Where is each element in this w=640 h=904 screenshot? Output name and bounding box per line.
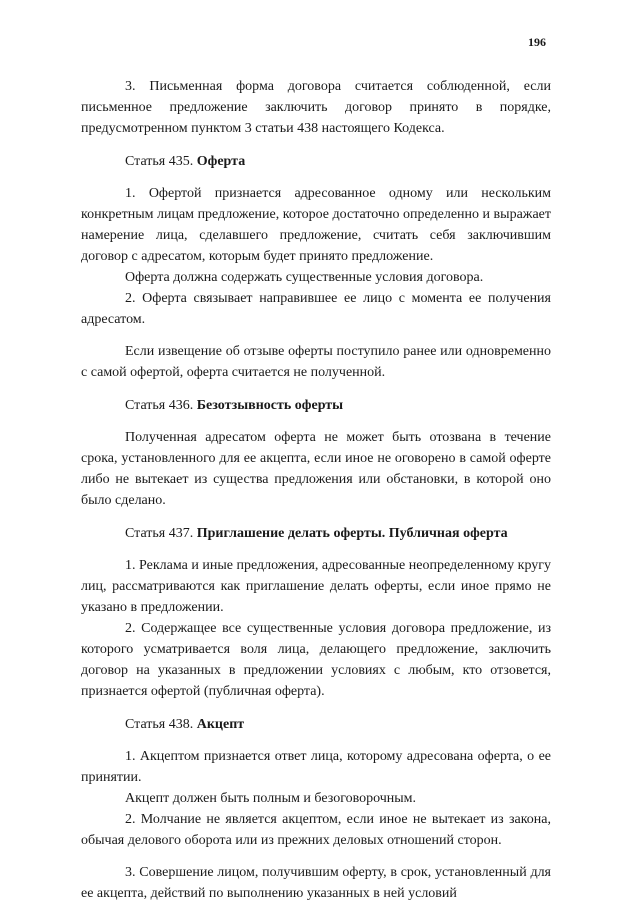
article-heading — [81, 523, 551, 544]
article-heading — [81, 714, 551, 735]
paragraph: Если извещение об отзыве оферты поступило ранее или одновременно с самой офертой, оферта считается не полученной. — [81, 344, 551, 380]
article-number: Статья 437. — [125, 526, 194, 541]
paragraph: Полученная адресатом оферта не может быть отозвана в течение срока, установленного для ее акцепта, если иное не оговорено в самой оферте либо не вытекает из существа предложения или обстановки, в которой оно было сделано. — [81, 430, 551, 508]
article-title: Оферта — [196, 154, 246, 169]
paragraph: 2. Содержащее все существенные условия договора предложение, из которого усматривается воля лица, делающего предложение, заключить договор на указанных в предложении условиях с любым, кто отзовется, признается офертой (публичная оферта). — [81, 621, 551, 699]
article-title: Безотзывность оферты — [196, 398, 344, 413]
paragraph: Оферта должна содержать существенные условия договора. — [125, 270, 484, 285]
paragraph: 3. Совершение лицом, получившим оферту, в срок, установленный для ее акцепта, действий по выполнению указанных в ней условий — [81, 865, 551, 901]
article-title: Приглашение делать оферты. Публичная оферта — [196, 526, 508, 541]
paragraph: 3. Письменная форма договора считается соблюденной, если письменное предложение заключить договор принято в порядке, предусмотренном пунктом 3 статьи 438 настоящего Кодекса. — [81, 79, 551, 136]
article-title: Акцепт — [196, 717, 245, 732]
article-number: Статья 436. — [125, 398, 194, 413]
paragraph: 1. Офертой признается адресованное одному или нескольким конкретным лицам предложение, которое достаточно определенно и выражает намерение лица, сделавшего предложение, считать себя заключившим договор с адресатом, которым будет принято предложение. — [81, 186, 551, 264]
article-number: Статья 438. — [125, 717, 194, 732]
paragraph: Акцепт должен быть полным и безоговорочным. — [125, 791, 417, 806]
document-body — [81, 76, 551, 904]
article-heading — [81, 395, 551, 416]
article-heading — [81, 151, 551, 172]
article-number: Статья 435. — [125, 154, 194, 169]
paragraph: 1. Реклама и иные предложения, адресованные неопределенному кругу лиц, рассматриваются как приглашение делать оферты, если иное прямо не указано в предложении. — [81, 558, 551, 615]
paragraph: 2. Оферта связывает направившее ее лицо с момента ее получения адресатом. — [81, 291, 551, 327]
paragraph: 2. Молчание не является акцептом, если иное не вытекает из закона, обычая делового оборота или из прежних деловых отношений сторон. — [81, 812, 551, 848]
paragraph: 1. Акцептом признается ответ лица, которому адресована оферта, о ее принятии. — [81, 749, 551, 785]
page-number: 196 — [528, 35, 546, 49]
